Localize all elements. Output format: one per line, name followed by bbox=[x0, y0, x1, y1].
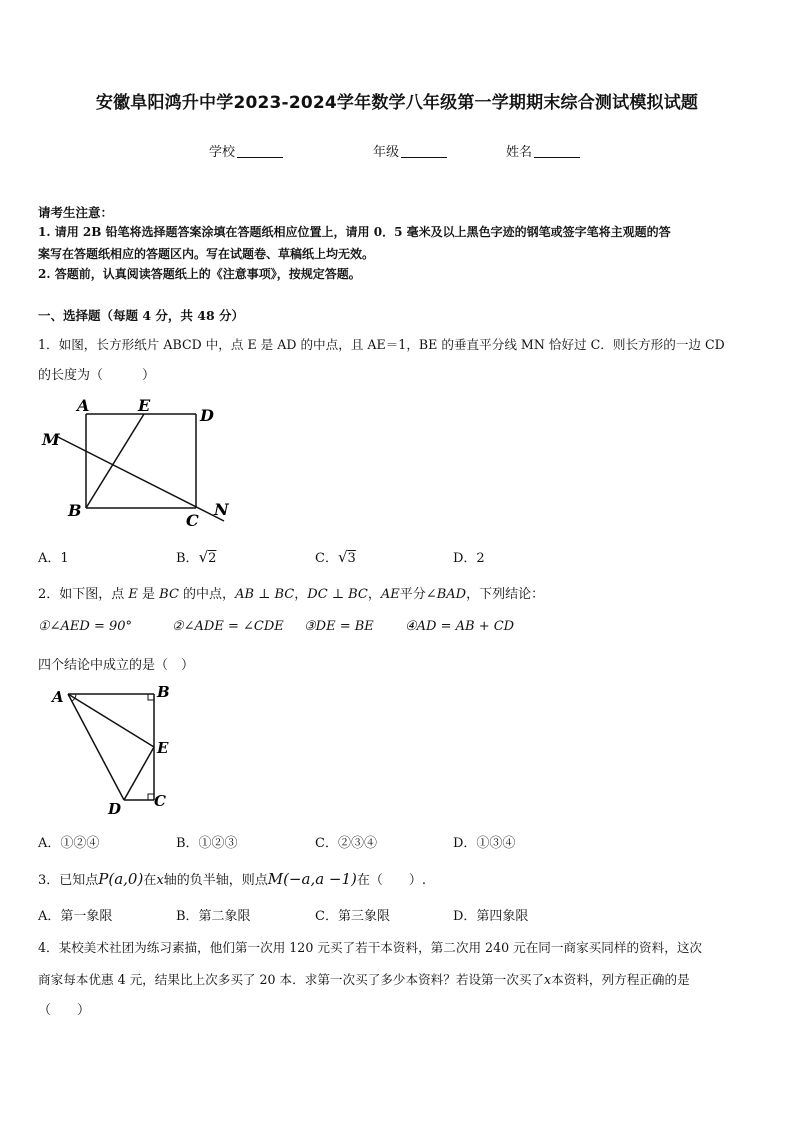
q1-segment-be bbox=[86, 414, 144, 508]
q2-label-d: D bbox=[108, 800, 122, 818]
q1-label-m: M bbox=[42, 430, 60, 449]
notice-line-1: 1. 请用 2B 铅笔将选择题答案涂填在答题纸相应位置上，请用 0．5 毫米及以上黑色字迹的钢笔或签字笔将主观题的答 bbox=[38, 225, 671, 239]
sqrt-icon: √ bbox=[337, 548, 348, 566]
q3-option-d: D．第四象限 bbox=[453, 909, 529, 924]
q2-figure bbox=[44, 680, 184, 820]
q4-text-part: 商家每本优惠 4 元，结果比上次多买了 20 本．求第一次买了多少本资料？若设第一次买了 bbox=[38, 972, 545, 987]
q1-option-d: D．2 bbox=[453, 551, 485, 566]
right-angle-icon bbox=[148, 694, 154, 700]
q1-figure bbox=[36, 392, 236, 532]
page-title: 安徽阜阳鸿升中学2023-2024学年数学八年级第一学期期末综合测试模拟试题 bbox=[95, 93, 699, 113]
q1-text-line-2: 的长度为（ ） bbox=[38, 368, 156, 383]
name-blank bbox=[534, 145, 580, 158]
school-label: 学校 bbox=[209, 145, 236, 160]
q1-option-c-value: 3 bbox=[347, 551, 356, 566]
q1-option-c-prefix: C． bbox=[315, 551, 338, 566]
q2-segment-bc: BC bbox=[159, 587, 179, 602]
q2-point-e: E bbox=[128, 587, 138, 602]
q2-text-part: 是 bbox=[137, 587, 160, 602]
q3-text-part: 在（ ）. bbox=[356, 873, 427, 888]
q4-text-part: 本资料，列方程正确的是 bbox=[551, 972, 690, 987]
q2-condition-3-a: AE bbox=[380, 587, 400, 602]
q1-text-line-1: 1．如图，长方形纸片 ABCD 中，点 E 是 AD 的中点，且 AE＝1，BE 的垂直平分线 MN 恰好过 C．则长方形的一边 CD bbox=[38, 337, 725, 352]
q1-label-a: A bbox=[77, 396, 90, 415]
q1-option-b-prefix: B． bbox=[176, 551, 199, 566]
q2-segment-ae bbox=[68, 694, 154, 747]
q4-var-x: x bbox=[544, 972, 552, 987]
q2-option-c: C．②③④ bbox=[315, 836, 377, 851]
q4-text-line-2 bbox=[38, 969, 690, 988]
notice-line-2: 2. 答题前，认真阅读答题纸上的《注意事项》，按规定答题。 bbox=[38, 267, 361, 281]
q3-option-b: B．第二象限 bbox=[176, 909, 251, 924]
q1-option-b-value: 2 bbox=[208, 551, 217, 566]
school-field bbox=[209, 141, 283, 160]
q2-label-e: E bbox=[157, 739, 169, 757]
q2-condition-2: DC ⊥ BC bbox=[307, 587, 368, 602]
q2-segment-ad bbox=[68, 694, 124, 800]
q2-conclusion-4: ④AD = AB + CD bbox=[405, 619, 515, 634]
q2-separator: ， bbox=[294, 587, 308, 602]
grade-field bbox=[373, 141, 447, 160]
q2-option-d: D．①③④ bbox=[453, 836, 516, 851]
q1-option-b bbox=[176, 547, 216, 566]
q2-option-b: B．①②③ bbox=[176, 836, 238, 851]
name-label: 姓名 bbox=[506, 145, 533, 160]
q2-text-line-1 bbox=[38, 583, 544, 602]
q1-option-c bbox=[315, 547, 356, 566]
q1-option-a: A．1 bbox=[38, 551, 69, 566]
q3-text-part: 在 bbox=[143, 873, 157, 888]
q2-condition-1: AB ⊥ BC bbox=[235, 587, 295, 602]
q2-separator: ， bbox=[367, 587, 381, 602]
q4-text-line-3: （ ） bbox=[38, 1003, 91, 1018]
q3-var-x: x bbox=[156, 873, 164, 888]
q2-condition-3-c: ∠BAD bbox=[425, 587, 467, 602]
q2-option-a: A．①②④ bbox=[38, 836, 100, 851]
q2-conclusion-2: ②∠ADE = ∠CDE bbox=[172, 619, 284, 634]
q2-text-part: ，下列结论： bbox=[466, 587, 545, 602]
q1-label-n: N bbox=[214, 500, 229, 519]
q1-label-c: C bbox=[186, 511, 199, 530]
notice-heading: 请考生注意： bbox=[38, 205, 114, 220]
q2-label-c: C bbox=[154, 792, 166, 810]
q1-label-b: B bbox=[68, 501, 82, 520]
q2-text-part: 2．如下图，点 bbox=[38, 587, 129, 602]
q3-option-c: C．第三象限 bbox=[315, 909, 390, 924]
q2-label-b: B bbox=[157, 683, 170, 701]
notice-line-1b: 案写在答题纸相应的答题区内。写在试题卷、草稿纸上均无效。 bbox=[38, 247, 375, 261]
q2-text-part: 的中点， bbox=[178, 587, 236, 602]
q2-label-a: A bbox=[52, 688, 64, 706]
sqrt-icon: √ bbox=[198, 548, 209, 566]
q3-point-m: M(−a,a −1) bbox=[267, 870, 357, 888]
q1-label-d: D bbox=[200, 406, 214, 425]
q4-text-line-1: 4．某校美术社团为练习素描，他们第一次用 120 元买了若干本资料，第二次用 240 元在同一商家买同样的资料，这次 bbox=[38, 940, 703, 955]
q2-segment-de bbox=[124, 747, 154, 800]
section-heading: 一、选择题（每题 4 分，共 48 分） bbox=[38, 308, 245, 323]
angle-arc-icon bbox=[72, 698, 75, 701]
q3-text-part: 3．已知点 bbox=[38, 873, 99, 888]
q2-conclusion-3: ③DE = BE bbox=[304, 619, 374, 634]
q3-text bbox=[38, 869, 426, 888]
q2-text-line-3: 四个结论中成立的是（ ） bbox=[38, 658, 195, 673]
q1-label-e: E bbox=[138, 396, 151, 415]
q2-condition-3-b: 平分 bbox=[399, 587, 426, 602]
q3-point-p: P(a,0) bbox=[98, 870, 144, 888]
grade-blank bbox=[401, 145, 447, 158]
school-blank bbox=[237, 145, 283, 158]
q3-text-part: 轴的负半轴，则点 bbox=[163, 873, 268, 888]
name-field bbox=[506, 141, 580, 160]
grade-label: 年级 bbox=[373, 145, 400, 160]
q2-conclusion-1: ①∠AED = 90° bbox=[38, 619, 133, 634]
q3-option-a: A．第一象限 bbox=[38, 909, 113, 924]
